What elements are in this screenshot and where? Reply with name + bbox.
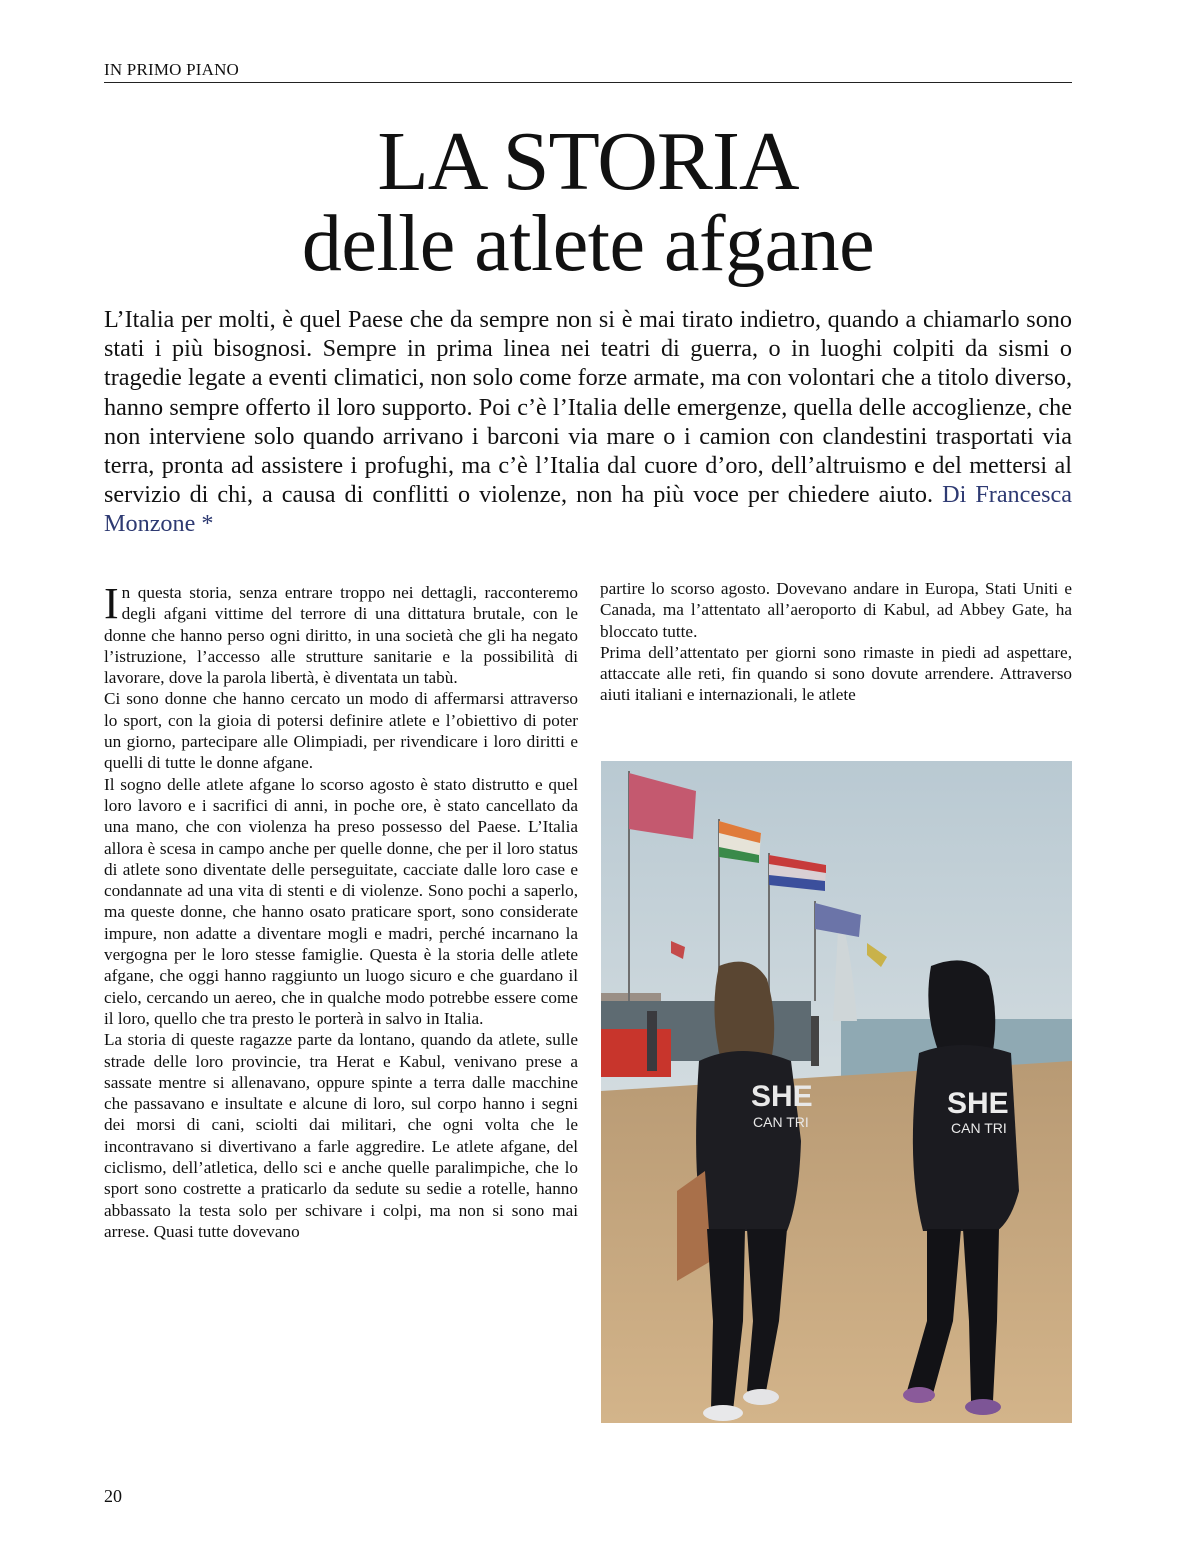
jersey-left-subtext: CAN TRI [753,1114,809,1130]
headline-line-1: LA STORIA [377,115,799,208]
section-label: IN PRIMO PIANO [104,60,240,79]
body-column-left [104,579,578,1242]
body-paragraph: Ci sono donne che hanno cercato un modo di affermarsi attraverso lo sport, con la gioia di potersi definire atlete e l’obiettivo di poter un giorno, partecipare alle Olimpiadi, per rivendicare i loro diritti e quelli di tutte le donne afgane. [104,689,578,773]
headline-line-2: delle atlete afgane [301,200,875,288]
header-rule [104,82,1072,83]
body-paragraph: La storia di queste ragazze parte da lontano, quando da atlete, sulle strade delle loro provincie, tra Herat e Kabul, venivano prese a sassate mentre si allenavano, oppure spinte a terra dalle macchine che passavano e insultate e alcune di loro, sul corpo hanno i segni dei morsi di cani, sciolti dai militari, che ogni volta che le incontravano si divertivano a farle aggredire. Le atlete afgane, del ciclismo, dell’atletica, dello sci e anche quelle paralimpiche, che lo sport sono costrette a praticarlo da sedute su sedie a rotelle, hanno abbassato la testa solo per schivare i colpi, ma non si sono mai arrese. Quasi tutte dovevano [104,1030,578,1241]
body-paragraph: partire lo scorso agosto. Dovevano andare in Europa, Stati Uniti e Canada, ma l’attentato all’aeroporto di Kabul, ad Abbey Gate, ha bloccato tutte. [600,579,1072,641]
body-paragraph: Il sogno delle atlete afgane lo scorso agosto è stato distrutto e quel loro lavoro e i sacrifici di anni, in poche ore, è stato cancellato da una mano, che con violenza ha preso possesso del Paese. L’Italia allora è scesa in campo anche per quelle donne, che per il loro status di atlete sono diventate delle perseguitate, cacciate dalle loro case e condannate ad una vita di stenti e di violenze. Sono pochi a saperlo, ma queste donne, che hanno osato praticare sport, sono considerate impure, non adatte a diventare mogli e madri, perché incarnano la vergogna per le loro stesse famiglie. Questa è la storia delle atlete afgane, che oggi hanno raggiunto un luogo sicuro e che guardano il cielo, cercando un aereo, che in qualche modo potrebbe essere come il loro, quello che tra presto le porterà in salvo in Italia. [104,774,578,1028]
body-column-right [600,578,1072,706]
jersey-left-text: SHE [751,1080,813,1113]
drop-cap: I [104,579,119,628]
athletes-photo [601,761,1072,1423]
body-paragraph: Prima dell’attentato per giorni sono rimaste in piedi ad aspettare, attaccate alle reti, fin quando si sono dovute arrendere. Attraverso aiuti italiani e internazionali, le atlete [600,642,1072,705]
page-number: 20 [104,1486,122,1506]
jersey-right-text: SHE [947,1087,1009,1120]
lead-paragraph [104,305,1072,539]
headline [104,115,1072,288]
byline: Di Francesca Monzone * [104,481,1073,538]
lead-text: L’Italia per molti, è quel Paese che da sempre non si è mai tirato indietro, quando a chiamarlo sono stati i più bisognosi. Sempre in prima linea nei teatri di guerra, o in luoghi colpiti da sismi o tragedie legate a eventi climatici, non solo come forze armate, ma con volontari che a titolo diverso, hanno sempre offerto il loro supporto. Poi c’è l’Italia delle emergenze, quella delle accoglienze, che non interviene solo quando arrivano i barconi via mare o i camion con clandestini trasportati via terra, pronta ad assistere i profughi, ma c’è l’Italia dal cuore d’oro, dell’altruismo e del mettersi al servizio di chi, a causa di conflitti o violenze, non ha più voce per chiedere aiuto. [104,306,1072,509]
body-paragraph: In questa storia, senza entrare troppo nei dettagli, racconteremo degli afgani vittime del terrore di una dittatura brutale, con le donne che hanno perso ogni diritto, in una società che gli ha negato l’istruzione, l’accesso alle strutture sanitarie e la possibilità di lavorare, dove la parola libertà, è diventata un tabù. [104,579,578,688]
jersey-right-subtext: CAN TRI [951,1120,1007,1136]
